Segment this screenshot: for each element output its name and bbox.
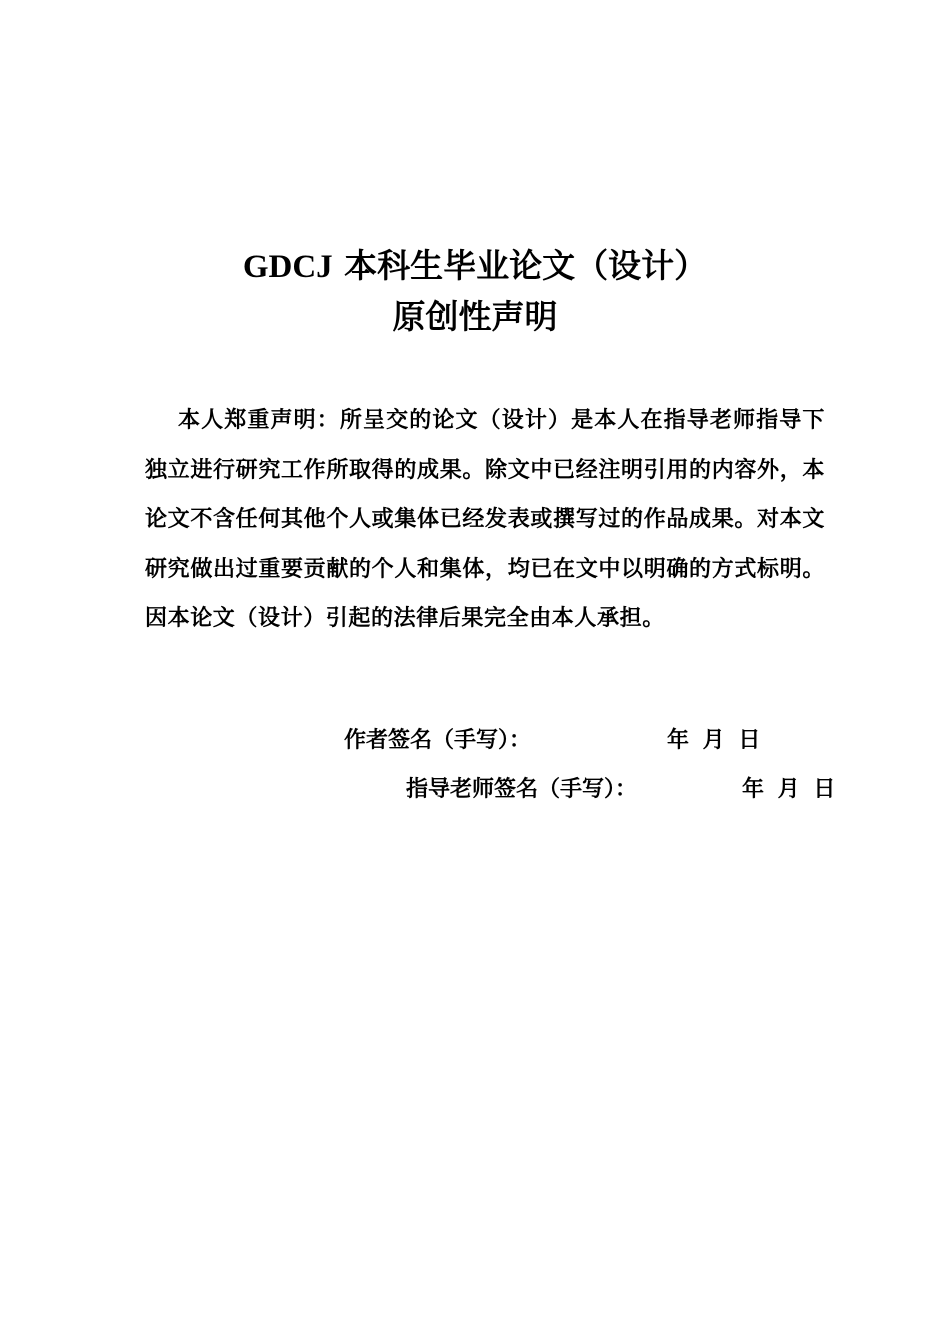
author-signature-label: 作者签名（手写）： <box>344 727 532 753</box>
document-subtitle: 原创性声明 <box>392 297 558 336</box>
advisor-signature-date: 年 月 日 <box>742 776 836 802</box>
title-latin-prefix: GDCJ <box>242 249 333 285</box>
document-title <box>0 246 950 287</box>
author-signature-date: 年 月 日 <box>667 727 761 753</box>
title-main-text: 本科生毕业论文（设计） <box>344 246 708 285</box>
declaration-paragraph: 本人郑重声明：所呈交的论文（设计）是本人在指导老师指导下独立进行研究工作所取得的成果。除文中已经注明引用的内容外，本论文不含任何其他个人或集体已经发表或撰写过的作品成果。对本文研究做出过重要贡献的个人和集体，均已在文中以明确的方式标明。因本论文（设计）引起的法律后果完全由本人承担。 <box>145 407 825 632</box>
advisor-signature-label: 指导老师签名（手写）： <box>406 776 638 802</box>
